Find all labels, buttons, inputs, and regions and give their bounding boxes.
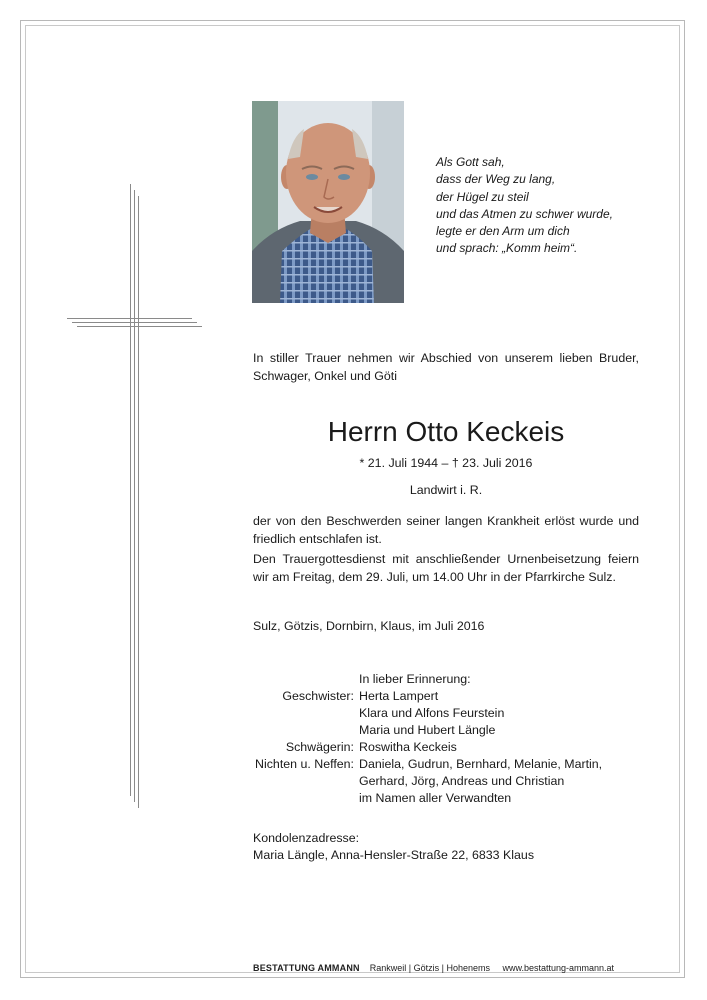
condolence-address: Maria Längle, Anna-Hensler-Straße 22, 6833 Klaus bbox=[253, 848, 535, 862]
intro-text: In stiller Trauer nehmen wir Abschied von unserem lieben Bruder, Schwager, Onkel und Göti bbox=[253, 351, 639, 383]
relatives-value: Herta Lampert bbox=[359, 689, 439, 703]
relatives-value: Roswitha Keckeis bbox=[359, 740, 457, 754]
portrait-photo bbox=[252, 101, 404, 303]
occupation: Landwirt i. R. bbox=[409, 483, 483, 497]
relatives-label: Geschwister: bbox=[282, 689, 354, 703]
place-date: Sulz, Götzis, Dornbirn, Klaus, im Juli 2016 bbox=[253, 619, 485, 633]
relatives-value: im Namen aller Verwandten bbox=[359, 791, 512, 805]
relatives-heading: In lieber Erinnerung: bbox=[359, 672, 471, 686]
relatives-value: Klara und Alfons Feurstein bbox=[359, 706, 505, 720]
relatives-label: Schwägerin: bbox=[285, 740, 354, 754]
poem-line: der Hügel zu steil bbox=[436, 189, 529, 204]
footer bbox=[253, 962, 614, 974]
poem-line: Als Gott sah, bbox=[436, 155, 505, 169]
relatives-label: Nichten u. Neffen: bbox=[255, 757, 354, 771]
relatives-row bbox=[0, 705, 707, 722]
relatives-heading-row bbox=[0, 671, 707, 688]
relatives-row bbox=[0, 739, 707, 756]
life-dates: * 21. Juli 1944 – † 23. Juli 2016 bbox=[359, 456, 533, 470]
relatives-row bbox=[0, 722, 707, 739]
paragraph-release: der von den Beschwerden seiner langen Krankheit erlöst wurde und friedlich entschlafen ist. bbox=[253, 514, 639, 546]
footer-website: www.bestattung-ammann.at bbox=[502, 963, 615, 973]
relatives-list bbox=[0, 671, 707, 807]
deceased-name: Herrn Otto Keckeis bbox=[327, 416, 565, 447]
poem-line: und das Atmen zu schwer wurde, bbox=[436, 206, 613, 221]
poem-line: legte er den Arm um dich bbox=[436, 224, 570, 239]
poem-line: und sprach: „Komm heim“. bbox=[436, 241, 578, 256]
relatives-value: Maria und Hubert Längle bbox=[359, 723, 496, 737]
condolence-heading: Kondolenzadresse: bbox=[253, 831, 360, 845]
poem bbox=[436, 154, 613, 258]
poem-line: dass der Weg zu lang, bbox=[436, 172, 556, 187]
footer-brand: BESTATTUNG AMMANN bbox=[253, 963, 360, 973]
relatives-value: Daniela, Gudrun, Bernhard, Melanie, Martin, bbox=[359, 757, 603, 771]
relatives-row bbox=[0, 773, 707, 790]
relatives-row bbox=[0, 790, 707, 807]
relatives-value: Gerhard, Jörg, Andreas und Christian bbox=[359, 774, 565, 788]
footer-locations: Rankweil | Götzis | Hohenems bbox=[369, 963, 490, 973]
relatives-row bbox=[0, 688, 707, 705]
paragraph-service: Den Trauergottesdienst mit anschließender Urnenbeisetzung feiern wir am Freitag, dem 29. Juli, um 14.00 Uhr in der Pfarrkirche Sulz. bbox=[253, 552, 639, 584]
relatives-row bbox=[0, 756, 707, 773]
